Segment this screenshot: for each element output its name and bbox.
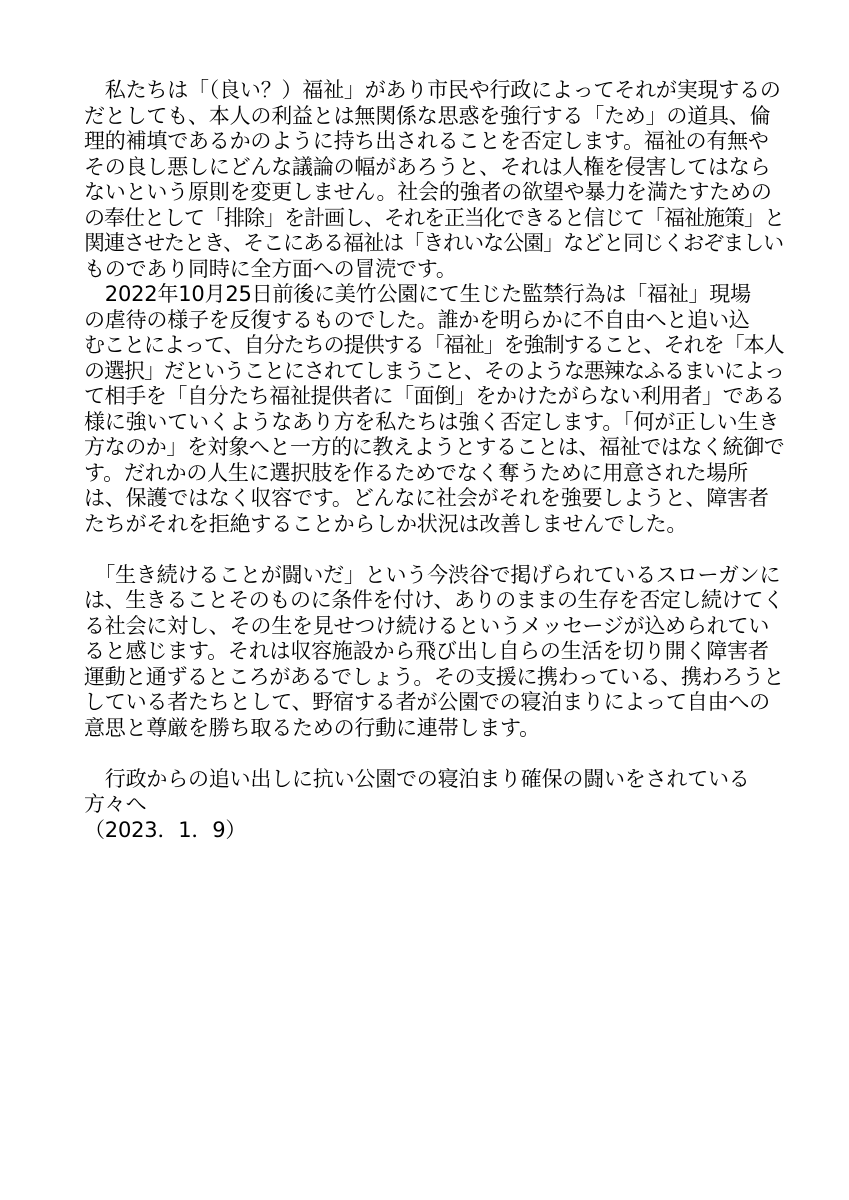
text-line: 理的補填であるかのように持ち出されることを否定します。福祉の有無や xyxy=(84,129,769,153)
document-body xyxy=(84,78,784,843)
text-line: の奉仕として「排除」を計画し、それを正当化できると信じて「福祉施策」と xyxy=(84,205,784,230)
text-line: むことによって、自分たちの提供する「福祉」を強制すること、それを「本人 xyxy=(84,333,784,357)
text-line: る社会に対し、その生を見せつけ続けるというメッセージが込められてい xyxy=(84,613,770,638)
text-line: ものであり同時に全方面への冒涜です。 xyxy=(84,256,457,281)
paragraph-spacer xyxy=(84,741,784,767)
text-line: だとしても、本人の利益とは無関係な思惑を強行する「ため」の道具、倫 xyxy=(84,103,771,128)
paragraph-1 xyxy=(84,78,784,282)
text-line: 関連させたとき、そこにある福祉は「きれいな公園」などと同じくおぞましい xyxy=(84,231,784,255)
addressee-line: 行政からの追い出しに抗い公園での寝泊まり確保の闘いをされている xyxy=(84,766,750,791)
text-line: 2022年10月25日前後に美竹公園にて生じた監禁行為は「福祉」現場 xyxy=(84,282,751,306)
text-line: 「生き続けることが闘いだ」という今渋谷で掲げられているスローガンに xyxy=(84,562,781,587)
text-line: ると感じます。それは収容施設から飛び出し自らの生活を切り開く障害者 xyxy=(84,639,769,663)
text-line: 方なのか」を対象へと一方的に教えようとすることは、福祉ではなく統御で xyxy=(84,435,785,459)
text-line: 様に強いていくようなあり方を私たちは強く否定します。「何が正しい生き xyxy=(84,409,780,434)
document-date: （2023．1．9） xyxy=(84,817,247,842)
text-line: その良し悪しにどんな議論の幅があろうと、それは人権を侵害してはなら xyxy=(84,154,771,179)
text-line: 意思と尊厳を勝ち取るための行動に連帯します。 xyxy=(84,715,540,740)
text-line: は、生きることそのものに条件を付け、ありのままの生存を否定し続けてく xyxy=(84,588,784,612)
paragraph-3 xyxy=(84,563,784,742)
text-line: の虐待の様子を反復するものでした。誰かを明らかに不自由へと追い込 xyxy=(84,307,750,332)
paragraph-2 xyxy=(84,282,784,537)
text-line: している者たちとして、野宿する者が公園での寝泊まりによって自由への xyxy=(84,690,770,714)
text-line: たちがそれを拒絶することからしか状況は改善しませんでした。 xyxy=(84,511,688,536)
closing-block xyxy=(84,767,784,844)
text-line: は、保護ではなく収容です。どんなに社会がそれを強要しようと、障害者 xyxy=(84,486,769,510)
text-line: の選択」だということにされてしまうこと、そのような悪辣なふるまいによっ xyxy=(84,358,784,383)
text-line: ないという原則を変更しません。社会的強者の欲望や暴力を満たすための xyxy=(84,180,772,204)
text-line: 運動と通ずるところがあるでしょう。その支援に携わっている、携わろうと xyxy=(84,664,784,689)
addressee-line: 方々へ xyxy=(84,792,147,816)
paragraph-spacer xyxy=(84,537,784,563)
text-line: す。だれかの人生に選択肢を作るためでなく奪うために用意された場所 xyxy=(84,460,748,485)
text-line: 私たちは「（良い？）福祉」があり市民や行政によってそれが実現するの xyxy=(84,78,781,102)
text-line: て相手を「自分たち福祉提供者に「面倒」をかけたがらない利用者」である xyxy=(84,384,785,408)
